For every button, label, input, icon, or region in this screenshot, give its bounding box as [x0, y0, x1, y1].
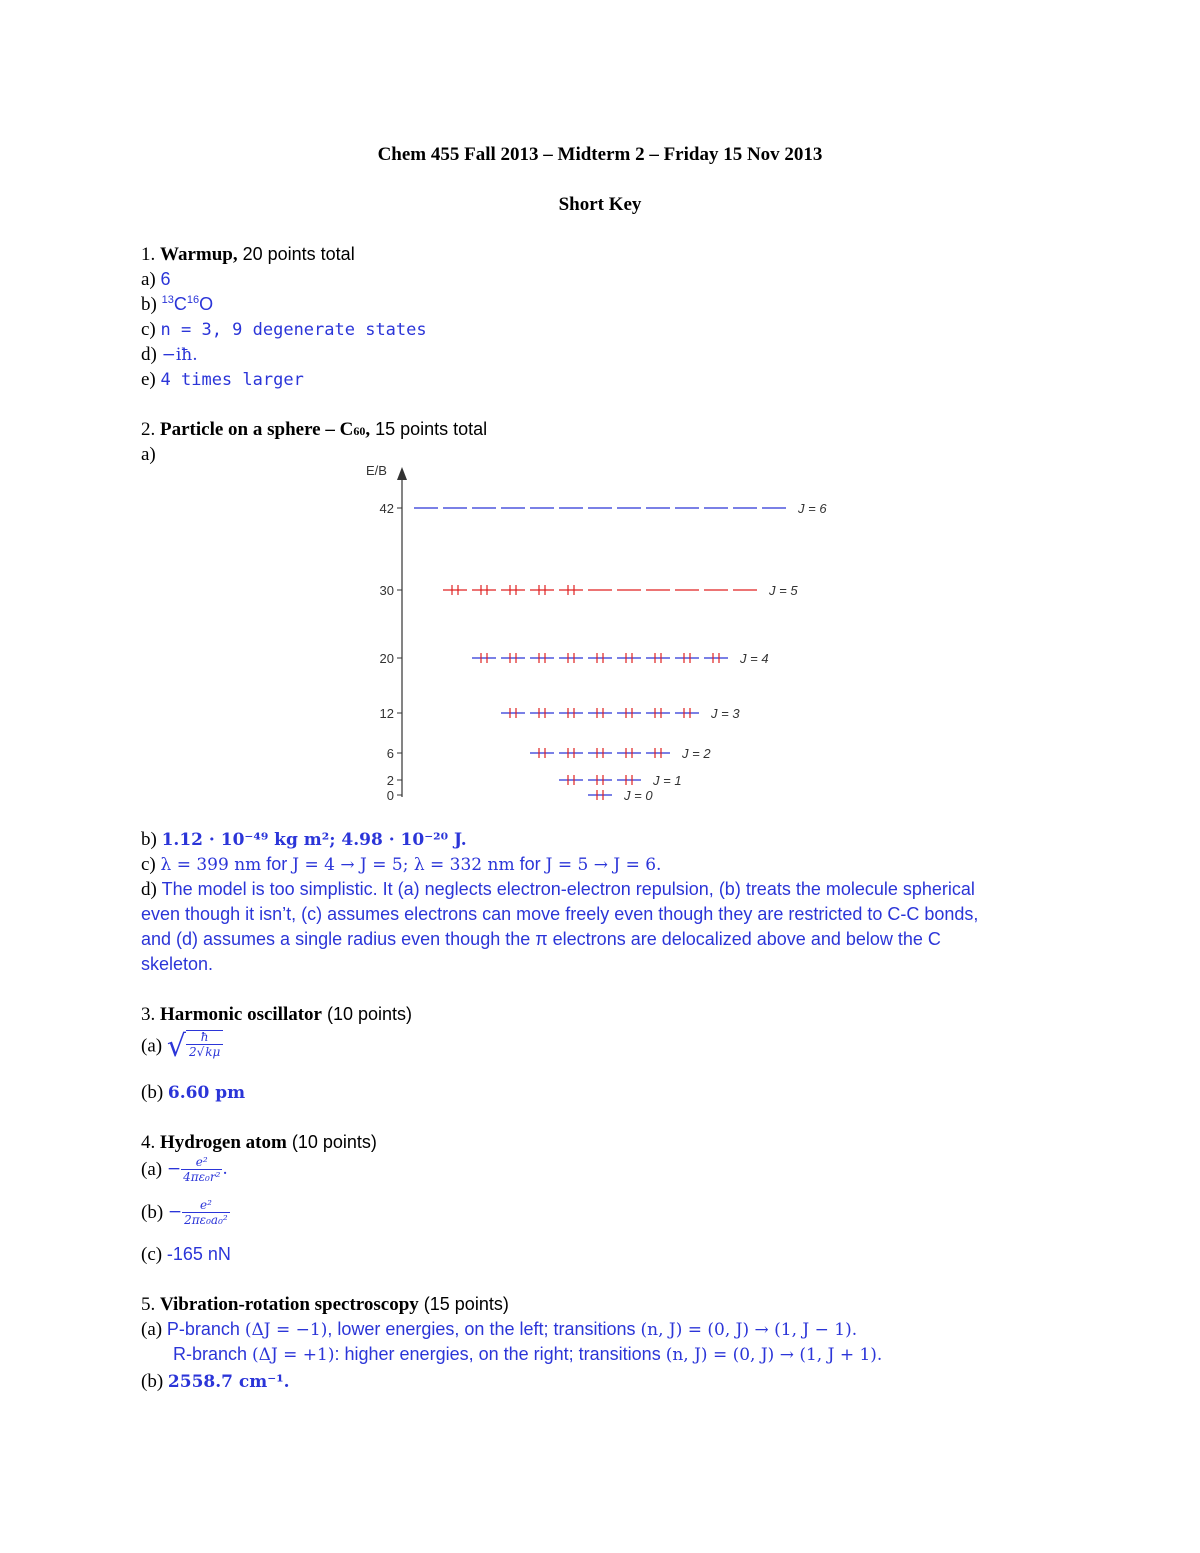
level-label: J = 0	[624, 788, 653, 803]
q4-b: (b) − $\frac{\text{e²}}{\text{2πε₀a₀²}}$	[141, 1198, 228, 1227]
q3-a-sqrt: √ $\frac{ħ}{2√k\mu}$	[167, 1030, 224, 1062]
page-subtitle: Short Key	[558, 194, 642, 215]
y-tick-label: 6	[386, 746, 394, 761]
q2-d-line1: d) The model is too simplistic. It (a) neglects electron-electron repulsion, (b) treats the molecule spherical	[141, 879, 975, 900]
q2-heading: 2. Particle on a sphere – C60, 15 points total	[141, 419, 488, 440]
q5-a-p-branch: (a) P-branch (ΔJ = −1), lower energies, on the left; transitions (n, J) = (0, J) → (1, J − 1).	[141, 1319, 858, 1340]
q2-c: c) λ = 399 nm for J = 4 → J = 5; λ = 332 nm for J = 5 → J = 6.	[141, 854, 662, 875]
y-tick-label: 42	[379, 501, 394, 516]
y-tick-label: 0	[386, 788, 394, 803]
y-axis-arrow	[397, 467, 407, 480]
level-label: J = 3	[711, 706, 740, 721]
q4-c: (c) -165 nN	[141, 1244, 231, 1265]
q5-b: (b) 2558.7 cm⁻¹.	[141, 1371, 290, 1392]
q4-heading: 4. Hydrogen atom (10 points)	[141, 1132, 377, 1153]
level-label: J = 5	[769, 583, 798, 598]
y-tick-label: 2	[386, 773, 394, 788]
level-label: J = 1	[653, 773, 682, 788]
y-axis-label: E/B	[366, 463, 387, 478]
q2-a-label: a)	[141, 444, 156, 465]
q1-heading: 1. Warmup, 20 points total	[141, 244, 355, 265]
q5-heading: 5. Vibration-rotation spectroscopy (15 points)	[141, 1294, 509, 1315]
q4-a-fraction: $\frac{\text{e²}}{\text{4πε₀r²}}$	[183, 1155, 221, 1184]
page-title: Chem 455 Fall 2013 – Midterm 2 – Friday 15 Nov 2013	[377, 144, 823, 165]
y-tick-label: 20	[379, 651, 394, 666]
q3-b: (b) 6.60 pm	[141, 1082, 246, 1103]
energy-level-diagram	[360, 455, 840, 810]
y-tick-label: 30	[379, 583, 394, 598]
q5-a-r-branch: R-branch (ΔJ = +1): higher energies, on the right; transitions (n, J) = (0, J) → (1, J + 1).	[173, 1344, 883, 1365]
q1-d: d) −iħ.	[141, 344, 198, 365]
q3-heading: 3. Harmonic oscillator (10 points)	[141, 1004, 413, 1025]
q2-d-line4: skeleton.	[141, 954, 214, 974]
q4-a: (a) − $\frac{\text{e²}}{\text{4πε₀r²}}$ .	[141, 1155, 228, 1184]
level-label: J = 6	[798, 501, 827, 516]
q3-a: (a) √ $\frac{ħ}{2√k\mu}$	[141, 1030, 223, 1062]
level-label: J = 4	[740, 651, 769, 666]
q1-c: c) n = 3, 9 degenerate states	[141, 319, 427, 340]
q2-b: b) 1.12 · 10⁻⁴⁹ kg m²; 4.98 · 10⁻²⁰ J.	[141, 829, 467, 850]
q2-d-line2: even though it isn’t, (c) assumes electrons can move freely even though they are restricted to C-C bonds,	[141, 904, 979, 924]
q1-e: e) 4 times larger	[141, 369, 304, 390]
y-tick-label: 12	[379, 706, 394, 721]
q1-a: a) 6	[141, 269, 171, 290]
q4-b-fraction: $\frac{\text{e²}}{\text{2πε₀a₀²}}$	[184, 1198, 228, 1227]
level-label: J = 2	[682, 746, 711, 761]
q1-b: b) $^{13}C^{16}O$	[141, 294, 214, 315]
q2-d-line3: and (d) assumes a single radius even though the π electrons are delocalized above and below the C	[141, 929, 941, 949]
